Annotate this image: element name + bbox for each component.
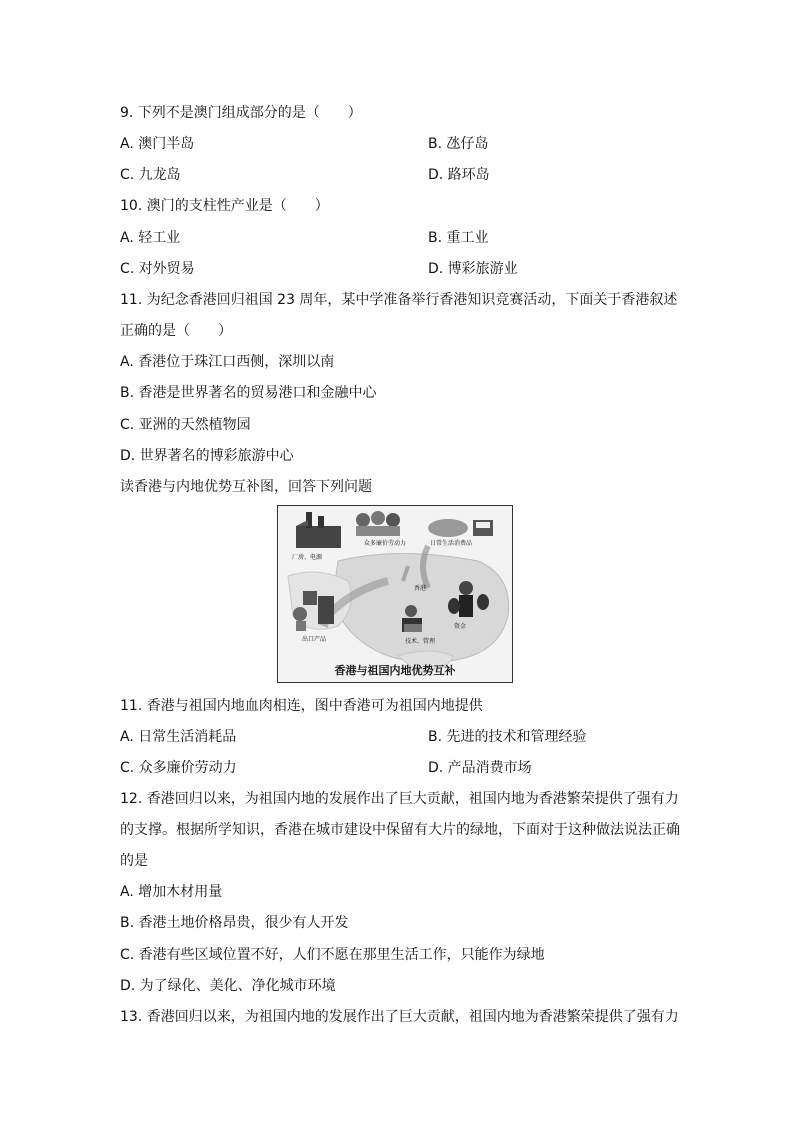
- q11b-option-b: B. 先进的技术和管理经验: [428, 729, 587, 745]
- q10-option-a: A. 轻工业: [120, 230, 181, 246]
- q11b-option-a: A. 日常生活消耗品: [120, 729, 237, 745]
- factory-icon: [296, 512, 341, 548]
- q12-option-d: D. 为了绿化、美化、净化城市环境: [120, 978, 336, 994]
- q11a-option-b: B. 香港是世界著名的贸易港口和金融中心: [120, 385, 377, 401]
- q11a-stem-line2: 正确的是（ ）: [120, 323, 232, 339]
- consumer-goods-icon: [428, 519, 493, 537]
- q10-stem: 10. 澳门的支柱性产业是（ ）: [120, 198, 329, 214]
- q10-option-d: D. 博彩旅游业: [428, 261, 518, 277]
- q9-option-b: B. 氹仔岛: [428, 136, 489, 152]
- q11a-option-c: C. 亚洲的天然植物园: [120, 417, 251, 433]
- label-labor: 众多廉价劳动力: [364, 540, 407, 547]
- q12-stem-line3: 的是: [120, 853, 148, 869]
- q12-option-c: C. 香港有些区域位置不好，人们不愿在那里生活工作，只能作为绿地: [120, 947, 545, 963]
- q12-option-b: B. 香港土地价格昂贵，很少有人开发: [120, 915, 349, 931]
- q11b-option-d: D. 产品消费市场: [428, 760, 532, 776]
- q11a-option-a: A. 香港位于珠江口西侧，深圳以南: [120, 354, 335, 370]
- figure-intro: 读香港与内地优势互补图，回答下列问题: [120, 479, 372, 495]
- q10-option-c: C. 对外贸易: [120, 261, 195, 277]
- hk-mainland-figure: [277, 505, 513, 683]
- label-tech: 技术、管理: [405, 638, 436, 645]
- label-daily-goods: 日常生活消费品: [430, 540, 473, 547]
- q9-stem: 9. 下列不是澳门组成部分的是（ ）: [120, 105, 362, 121]
- q9-option-d: D. 路环岛: [428, 167, 490, 183]
- figure-illustration: [278, 506, 512, 682]
- workers-icon: [356, 511, 400, 536]
- q12-stem-line2: 的支撑。根据所学知识，香港在城市建设中保留有大片的绿地，下面对于这种做法说法正确: [120, 822, 680, 838]
- q11a-option-d: D. 世界著名的博彩旅游中心: [120, 448, 294, 464]
- q11b-stem: 11. 香港与祖国内地血肉相连，图中香港可为祖国内地提供: [120, 698, 483, 714]
- q11b-option-c: C. 众多廉价劳动力: [120, 760, 237, 776]
- figure-caption: 香港与祖国内地优势互补: [334, 664, 456, 677]
- label-export: 出口产品: [302, 636, 327, 643]
- q13-stem-line1: 13. 香港回归以来，为祖国内地的发展作出了巨大贡献，祖国内地为香港繁荣提供了强有力: [120, 1009, 679, 1025]
- q12-option-a: A. 增加木材用量: [120, 884, 223, 900]
- q11a-stem-line1: 11. 为纪念香港回归祖国 23 周年，某中学准备举行香港知识竞赛活动，下面关于香港叙述: [120, 292, 678, 308]
- q9-option-a: A. 澳门半岛: [120, 136, 195, 152]
- q12-stem-line1: 12. 香港回归以来，为祖国内地的发展作出了巨大贡献，祖国内地为香港繁荣提供了强有力: [120, 791, 679, 807]
- label-factory: 厂房、电源: [292, 554, 323, 561]
- label-hk: 香港: [414, 585, 427, 592]
- q10-option-b: B. 重工业: [428, 230, 489, 246]
- q9-option-c: C. 九龙岛: [120, 167, 181, 183]
- label-capital: 资金: [454, 623, 467, 630]
